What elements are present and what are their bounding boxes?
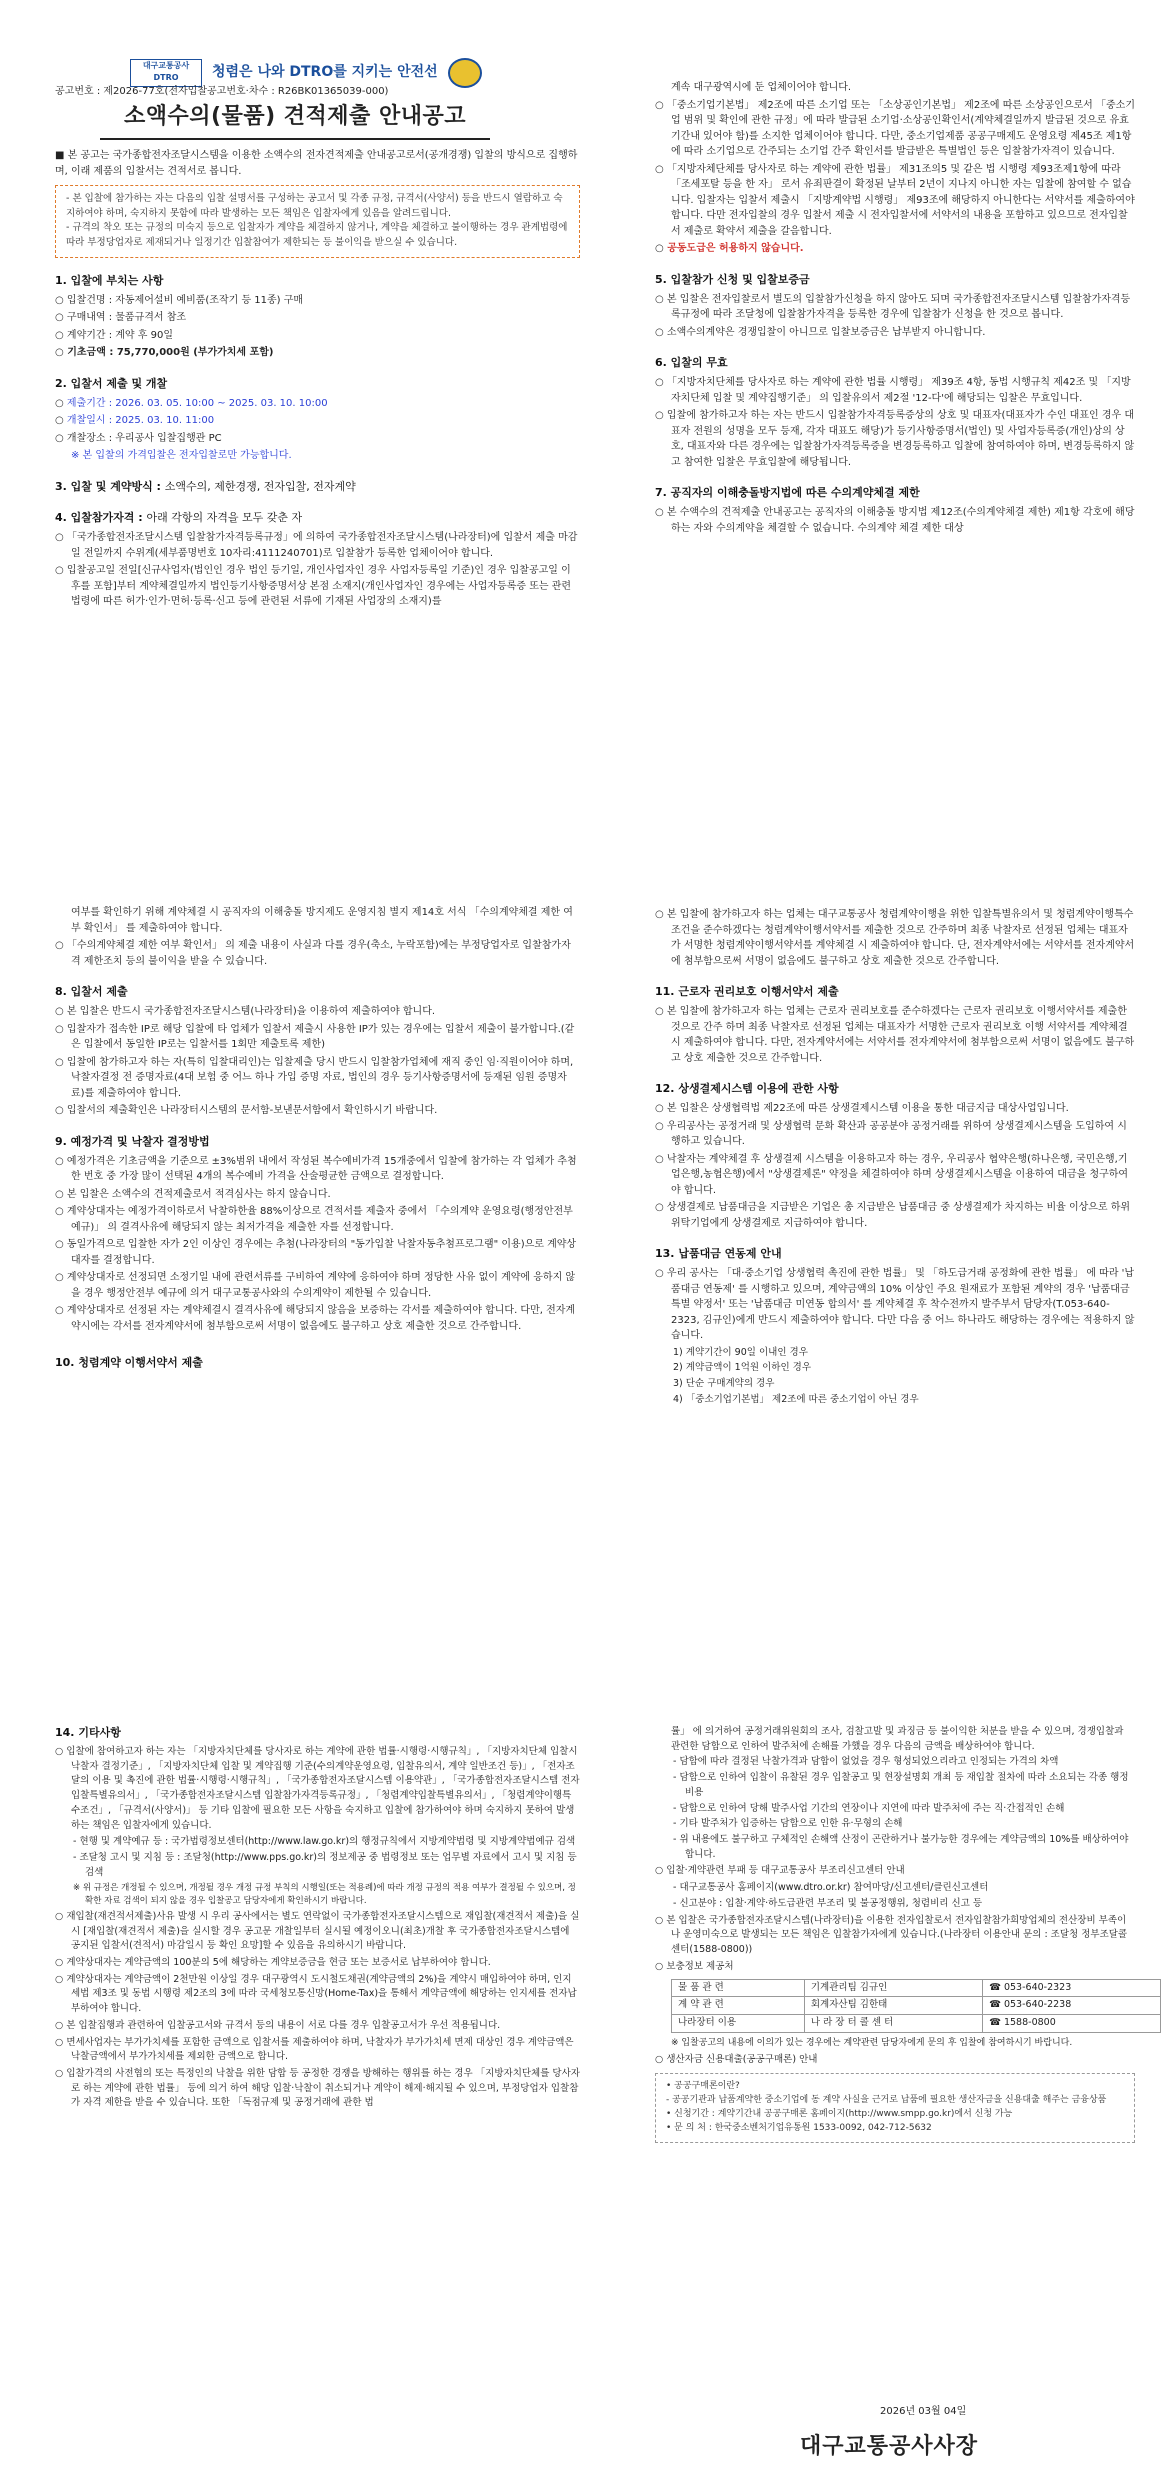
- list-item: ○ 재입찰(재견적서제출)사유 발생 시 우리 공사에서는 별도 연락없이 국가종합전자조달시스템으로 재입찰(재견적서 제출)을 실시 [재입찰(재견적서 제출)을 실시할 경우 공고문 개찰일부터 실시될 예정이오니(최초)개찰 후 국가종합전자조달시스템에 공지된 입찰서(견적서) 마감일시 등 확인 요망]할 수 있음을 유의하시기 바랍니다.: [55, 1910, 580, 1954]
- continued-text: 률」 에 의거하여 공정거래위원회의 조사, 검찰고발 및 과징금 등 불이익한 처분을 받을 수 있으며, 경쟁입찰과 관련한 담합으로 인하여 발주처에 손해를 가했을 경우 다음의 금액을 배상하여야 합니다.: [671, 1726, 1124, 1752]
- contact-cell: ☎ 053-640-2238: [983, 1997, 1161, 2015]
- section-10-title: 10. 청렴계약 이행서약서 제출: [55, 1356, 203, 1370]
- section-7-title: 7. 공직자의 이해충돌방지법에 따른 수의계약체결 제한: [655, 486, 920, 500]
- notice-number: 공고번호 : 제2026-77호(전자입찰공고번호·차수 : R26BK01365039-000): [55, 86, 389, 97]
- section-5-title: 5. 입찰참가 신청 및 입찰보증금: [655, 272, 810, 286]
- list-item: ○ 입찰공고일 전일[신규사업자(법인인 경우 법인 등기일, 개인사업자인 경우 사업자등록일 기준)인 경우 입찰공고일 이후를 포함]부터 계약체결일까지 법인등기사항증명서상 본점 소재지(개인사업자인 경우에는 사업자등록증 또는 관련 법령에 따른 허가·인가·면허·등록·신고 등에 관련된 서류에 기재된 사업장의 소재지)를: [55, 563, 580, 610]
- loan-info-box: [655, 2073, 1135, 2143]
- list-item: ○ 본 입찰은 전자입찰로서 별도의 입찰참가신청을 하지 않아도 되며 국가종합전자조달시스템 입찰참가자격등록규정에 따라 조달청에 입찰참가자격을 등록한 경우에 입찰참가 신청을 한 것으로 봅니다.: [655, 292, 1135, 323]
- section-13-title: 13. 납품대금 연동제 안내: [655, 1247, 782, 1261]
- list-item: ○ 본 입찰집행과 관련하여 입찰공고서와 규격서 등의 내용이 서로 다를 경우 입찰공고서가 우선 적용됩니다.: [55, 2019, 580, 2034]
- contact-table: [671, 1979, 1161, 2033]
- loan-line: • 신청기간 : 계약기간내 공공구매론 홈페이지(http://www.smpp.go.kr)에서 신청 가능: [666, 2109, 1013, 2120]
- section-4-title: 4. 입찰참가자격 : 아래 각항의 자격을 모두 갖춘 자: [55, 511, 303, 525]
- square-bullet-icon: ■: [55, 150, 68, 161]
- list-item: ○ 입찰에 참가하고자 하는 자는 반드시 입찰참가자격등록증상의 상호 및 대표자(대표자가 수인 대표인 경우 대표자 전원의 성명을 모두 등재, 각자 대표도 해당)가 등기사항증명서(법인) 및 사업자등록증(개인)상의 상호, 대표자와 다른 경우에는 입찰참가자격등록증을 변경등록하고 입찰에 참여하여야 하며, 변경등록하지 않고 참여한 입찰은 무효입찰에 해당됩니다.: [655, 408, 1135, 470]
- slogan: 청렴은 나와 DTRO를 지키는 안전선: [212, 64, 438, 81]
- section-11-title: 11. 근로자 권리보호 이행서약서 제출: [655, 985, 839, 998]
- page2-left-column: [55, 905, 580, 1375]
- law-link: - 현행 및 계약예규 등 : 국가법령정보센터(http://www.law.go.kr)의 행정규칙에서 지방계약법령 및 지방계약법예규 검색: [73, 1836, 576, 1848]
- list-item: ○ 본 입찰은 상생협력법 제22조에 따른 상생결제시스템 이용을 통한 대금지급 대상사업입니다.: [655, 1101, 1135, 1117]
- contact-cell: ☎ 1588-0800: [983, 2014, 1161, 2032]
- exception-item: 1) 계약기간이 90일 이내인 경우: [673, 1346, 808, 1358]
- exception-item: 2) 계약금액이 1억원 이하인 경우: [673, 1362, 811, 1374]
- submission-period: ○ 제출기간 : 2026. 03. 05. 10:00 ~ 2025. 03. 10. 10:00: [55, 396, 580, 412]
- list-item: ○ 소액수의계약은 경쟁입찰이 아니므로 입찰보증금은 납부받지 아니합니다.: [655, 325, 1135, 341]
- list-item: ○ 입찰건명 : 자동제어설비 예비품(조작기 등 11종) 구매: [55, 293, 580, 309]
- damage-item: - 담합에 따라 결정된 낙찰가격과 담합이 없었을 경우 형성되었으리라고 인정되는 가격의 차액: [673, 1756, 1059, 1768]
- list-item: ○ 면세사업자는 부가가치세를 포함한 금액으로 입찰서를 제출하여야 하며, 낙찰자가 부가가치세 면제 대상인 경우 계약금액은 낙찰금액에서 부가가치세를 제외한 금액으로 합니다.: [55, 2036, 580, 2065]
- list-item: ○ 「국가종합전자조달시스템 입찰참가자격등록규정」에 의하여 국가종합전자조달시스템(나라장터)에 입찰서 제출 마감일 전일까지 수위계(세부품명번호 10자리:4111240701)로 입찰참가 등록한 업체이어야 합니다.: [55, 530, 580, 561]
- notice-box-line: - 규격의 착오 또는 규정의 미숙지 등으로 입찰자가 계약을 체결하지 않거나, 계약을 체결하고 불이행하는 경우 관계법령에 따라 부정당업자로 제재되거나 일정기간 입찰참여가 제한되는 등 불이익을 받으실 수 있습니다.: [66, 222, 568, 249]
- list-item: ○ 낙찰자는 계약체결 후 상생결제 시스템을 이용하고자 하는 경우, 우리공사 협약은행(하나은행, 국민은행,기업은행,농협은행)에서 "상생결제론" 약정을 체결하여야 하며 상생결제시스템을 이용하여 대금을 청구하여야 합니다.: [655, 1152, 1135, 1199]
- loan-line: - 공공기관과 납품계약한 중소기업에 동 계약 사실을 근거로 납품에 필요한 생산자금을 신용대출 해주는 금융상품: [666, 2095, 1107, 2106]
- list-item: ○ 본 입찰은 소액수의 견적제출로서 적격심사는 하지 않습니다.: [55, 1187, 580, 1203]
- loan-line: • 공공구매론이란?: [666, 2081, 740, 2092]
- notice-box: [55, 185, 580, 258]
- list-item: ○ 「중소기업기본법」 제2조에 따른 소기업 또는 「소상공인기본법」 제2조에 따른 소상공인으로서 「중소기업 범위 및 확인에 관한 규정」에 따라 발급된 소기업·소상공인확인서(계약체결일까지 발급된 것으로 유효기간내 있어야 함)를 소지한 업체이어야 합니다. 다만, 중소기업제품 공공구매제도 운영요령 제45조 제1항에 따라 소기업으로 간주되는 소기업 간주 확인서를 발급받은 특별법인 등은 입찰참가자격이 있습니다.: [655, 98, 1135, 160]
- damage-item: - 담합으로 인하여 입찰이 유찰된 경우 입찰공고 및 현장설명회 개최 등 재입찰 절차에 따라 소요되는 각종 행정비용: [673, 1772, 1129, 1798]
- section-3-title: 3. 입찰 및 계약방식 : 소액수의, 제한경쟁, 전자입찰, 전자계약: [55, 479, 356, 493]
- list-item: ○ 「지방자체단체를 당사자로 하는 계약에 관한 법률」 제31조의5 및 같은 법 시행령 제93조제1항에 따라 「조세포탈 등을 한 자」 로서 유죄판결이 확정된 날부터 2년이 지나지 아니한 자는 입찰에 참여할 수 없습니다. 입찰자는 입찰서 제출시 「지방계약법 시행령」 제93조에 해당하지 아니한다는 서약서를 제출하여야 합니다. 다만 전자입찰의 경우 입찰서 제출 시 전자입찰서에 서약서의 내용을 포함하고 있으므로 전자입찰서 제출로 확약서 제출을 갈음합니다.: [655, 162, 1135, 240]
- table-row: [672, 1979, 1161, 1997]
- contact-note: ※ 입찰공고의 내용에 이의가 있는 경우에는 계약관련 담당자에게 문의 후 입찰에 참여하시기 바랍니다.: [671, 2037, 1073, 2048]
- list-item: ○ 입찰자가 접속한 IP로 해당 입찰에 타 업체가 입찰서 제출시 사용한 IP가 있는 경우에는 입찰서 제출이 불가합니다.(같은 입찰에서 동일한 IP로는 입찰서를 1회만 제출토록 제한): [55, 1022, 580, 1053]
- section-14-title: 14. 기타사항: [55, 1726, 121, 1739]
- opening-datetime: ○ 개찰일시 : 2025. 03. 10. 11:00: [55, 413, 580, 429]
- continued-text: 계속 대구광역시에 둔 업체이어야 합니다.: [671, 82, 852, 93]
- list-item: ○ 입찰·계약관련 부패 등 대구교통공사 부조리신고센터 안내: [655, 1864, 1135, 1879]
- page3-left-column: [55, 1710, 580, 2113]
- table-row: [672, 2014, 1161, 2032]
- page1-left-column: [55, 148, 580, 612]
- section-2-title: 2. 입찰서 제출 및 개찰: [55, 376, 168, 390]
- page1-right-column: [655, 80, 1135, 538]
- no-joint-contract: ○ 공동도급은 허용하지 않습니다.: [655, 241, 1135, 257]
- list-item: ○ 계약상대자는 계약금액의 100분의 5에 해당하는 계약보증금을 현금 또는 보증서로 납부하여야 합니다.: [55, 1956, 580, 1971]
- list-item: ○ 입찰에 참가하고자 하는 자(특히 입찰대리인)는 입찰제출 당시 반드시 입찰참가업체에 재직 중인 임·직원이어야 하며, 낙찰자결정 전 증명자료(4대 보험 중 어느 하나 가입 증명 자료, 법인의 경우 등기사항증명서에 등재된 임원 증명자료)를 제출하여야 합니다.: [55, 1055, 580, 1102]
- section-9-title: 9. 예정가격 및 낙찰자 결정방법: [55, 1134, 210, 1148]
- report-item: - 신고분야 : 입찰·계약·하도급관련 부조리 및 불공정행위, 청렴비리 신고 등: [673, 1897, 982, 1909]
- list-item: ○ 계약상대자로 선정된 자는 계약체결시 결격사유에 해당되지 않음을 보증하는 각서를 제출하여야 합니다. 다만, 전자계약시에는 각서를 전자계약서에 첨부함으로써 서명이 없음에도 불구하고 상호 제출한 것으로 간주합니다.: [55, 1303, 580, 1334]
- damage-item: - 담합으로 인하여 당해 발주사업 기간의 연장이나 지연에 따라 발주처에 주는 직·간접적인 손해: [673, 1802, 1065, 1814]
- list-item: ○ 우리 공사는 「대·중소기업 상생협력 촉진에 관한 법률」 및 「하도급거래 공정화에 관한 법률」 에 따라 '납품대금 연동제' 를 시행하고 있으며, 계약금액의 10% 이상인 주요 원재료가 포함된 계약의 경우 '납품대금 특별 약정서' 또는 '납품대금 미연동 합의서' 를 계약체결 후 착수전까지 발주부서 담당자(T.053-640-2323, 김규인)에게 반드시 제출하여야 합니다. 다만 다음 중 어느 하나라도 해당하는 경우에는 적용하지 않습니다.: [655, 1266, 1135, 1344]
- intro-text: ■ 본 공고는 국가종합전자조달시스템을 이용한 소액수의 전자견적제출 안내공고로서(공개경쟁) 입찰의 방식으로 집행하며, 이래 제품의 입찰서는 견적서로 봅니다.: [55, 150, 578, 177]
- list-item: ○ 입찰가격의 사전협의 또는 특정인의 낙찰을 위한 담합 등 공정한 경쟁을 방해하는 행위를 하는 경우 「지방자치단체를 당사자로 하는 계약에 관한 법률」 등에 의거 하여 해당 입찰·낙찰이 취소되거나 계약이 해제·해지될 수 있으며, 부정당업자 입찰참가 자격 제한을 받을 수 있습니다. 또한 「독점규제 및 공정거래에 관한 법: [55, 2067, 580, 2111]
- table-row: [672, 1997, 1161, 2015]
- page2-right-column: [655, 905, 1135, 1409]
- e-bid-note: ※ 본 입찰의 가격입찰은 전자입찰로만 가능합니다.: [71, 450, 292, 462]
- damage-item: - 위 내용에도 불구하고 구체적인 손해액 산정이 곤란하거나 불가능한 경우에는 계약금액의 10%를 배상하여야 합니다.: [673, 1834, 1129, 1860]
- list-item: ○ 계약상대자는 예정가격이하로서 낙찰하한율 88%이상으로 견적서를 제출자 중에서 「수의계약 운영요령(행정안전부 예규)」 의 결격사유에 해당되지 않는 최저가격을 제출한 자를 선정합니다.: [55, 1204, 580, 1235]
- list-item: ○ 동일가격으로 입찰한 자가 2인 이상인 경우에는 추첨(나라장터의 "동가입찰 낙찰자동추첨프로그램" 이용)으로 계약상대자를 결정합니다.: [55, 1237, 580, 1268]
- section-1-title: 1. 입찰에 부치는 사항: [55, 273, 164, 287]
- continued-text: 여부를 확인하기 위해 계약체결 시 공직자의 이해충돌 방지제도 운영지침 별지 제14호 서식 「수의계약체결 제한 여부 확인서」 를 제출하여야 합니다.: [71, 907, 573, 934]
- list-item: ○ 본 입찰은 국가종합전자조달시스템(나라장터)을 이용한 전자입찰로서 전자입찰참가희망업체의 전산장비 부족이나 운영미숙으로 발생되는 모든 책임은 입찰참가자에게 있습니다.(나라장터 이용안내 문의 : 조달청 정부조달콜센터(1588-0800)): [655, 1914, 1135, 1958]
- list-item: ○ 계약기간 : 계약 후 90일: [55, 328, 580, 344]
- contact-cell: 회계자산팀 김한태: [804, 1997, 982, 2015]
- list-item: ○ 본 입찰에 참가하고자 하는 업체는 대구교통공사 청렴계약이행을 위한 입찰특별유의서 및 청렴계약이행특수조건을 준수하겠다는 청렴계약이행서약서를 제출한 것으로 간주하며 최종 낙찰자로 선정된 업체는 대표자가 서명한 청렴계약이행서약서를 계약체결 시 제출하여야 합니다. 단, 전자계약서에는 서약서를 전자계약서에 첨부함으로써 서명이 없음에도 불구하고 상호 제출한 것으로 간주합니다.: [655, 907, 1135, 969]
- contact-cell: 기계관리팀 김규인: [804, 1979, 982, 1997]
- list-item: ○ 본 수액수의 견적제출 안내공고는 공직자의 이해충돌 방지법 제12조(수의계약체결 제한) 제1항 각호에 해당하는 자와 수의계약을 체결할 수 없습니다. 수의계약 체결 제한 대상: [655, 505, 1135, 536]
- section-12-title: 12. 상생결제시스템 이용에 관한 사항: [655, 1082, 839, 1096]
- section-6-title: 6. 입찰의 무효: [655, 356, 728, 370]
- contact-cell: 나 라 장 터 콜 센 터: [804, 2014, 982, 2032]
- list-item: ○ 「지방자치단체를 당사자로 하는 계약에 관한 법률 시행령」 제39조 4항, 동법 시행규칙 제42조 및 「지방자치단체 입찰 및 계약집행기준」 의 입찰유의서 제2절 '12-다'에 해당되는 입찰은 무효입니다.: [655, 375, 1135, 406]
- list-item: ○ 보충정보 제공처: [655, 1960, 1135, 1975]
- list-item: ○ 구매내역 : 물품규격서 참조: [55, 310, 580, 326]
- list-item: ○ 상생결제로 납품대금을 지급받은 기업은 총 지급받은 납품대금 중 상생결제가 차지하는 비율 이상으로 하위 위탁기업에게 상생결제로 지급하여야 합니다.: [655, 1200, 1135, 1231]
- signature: 대구교통공사사장: [800, 2434, 979, 2459]
- list-item: ○ 본 입찰은 반드시 국가종합전자조달시스템(나라장터)을 이용하여 제출하여야 합니다.: [55, 1004, 580, 1020]
- exception-item: 3) 단순 구매계약의 경우: [673, 1378, 775, 1390]
- list-item: ○ 「수의계약체결 제한 여부 확인서」 의 제출 내용이 사실과 다를 경우(축소, 누락포함)에는 부정당업자로 입찰참가자격 제한조치 등의 불이익을 받을 수 있습니다.: [55, 938, 580, 969]
- section-8-title: 8. 입찰서 제출: [55, 985, 128, 998]
- mascot-icon: [448, 58, 482, 88]
- contact-cell: 나라장터 이용: [672, 2014, 805, 2032]
- report-link: - 대구교통공사 홈페이지(www.dtro.or.kr) 참여마당/신고센터/클린신고센터: [673, 1882, 989, 1894]
- list-item: ○ 예정가격은 기초금액을 기준으로 ±3%범위 내에서 작성된 복수예비가격 15개중에서 입찰에 참가하는 각 업체가 추첨한 번호 중 가장 많이 선택된 4개의 복수예비 가격을 산술평균한 금액으로 결정합니다.: [55, 1154, 580, 1185]
- exception-item: 4) 「중소기업기본법」 제2조에 따른 중소기업이 아닌 경우: [673, 1393, 919, 1405]
- law-link: - 조달청 고시 및 지침 등 : 조달청(http://www.pps.go.kr)의 정보제공 중 법령정보 또는 업무별 자료에서 고시 및 지침 등 검색: [73, 1852, 577, 1878]
- list-item: ○ 입찰에 참여하고자 하는 자는 「지방자치단체를 당사자로 하는 계약에 관한 법률·시행령·시행규칙」, 「지방자치단체 입찰시 낙찰자 결정기준」, 「지방자치단체 입찰 및 계약집행 기준(수의계약운영요령, 입찰유의서, 계약 일반조건 등)」, 「전자조달의 이용 및 촉진에 관한 법률·시행령·시행규칙」, 「국가종합전자조달시스템 이용약관」, 「국가종합전자조달시스템 전자입찰특별유의서」, 「국가종합전자조달시스템 입찰참가자격등록규정」, 「청렴계약입찰특별유의서」, 「청렴계약이행특수조건」, 「규격서(사양서)」 등 기타 입찰에 필요한 모든 사항을 숙지하고 입찰에 참가하여야 하며 숙지하지 못하여 발생하는 책임은 입찰자에게 있습니다.: [55, 1745, 580, 1833]
- damage-item: - 기타 발주처가 입증하는 담합으로 인한 유·무형의 손해: [673, 1818, 903, 1830]
- list-item: ○ 입찰서의 제출확인은 나라장터시스템의 문서함-보낸문서함에서 확인하시기 바랍니다.: [55, 1103, 580, 1119]
- list-item: ○ 본 입찰에 참가하고자 하는 업체는 근로자 권리보호를 준수하겠다는 근로자 권리보호 이행서약서를 제출한 것으로 간주 하며 최종 낙찰자로 선정된 업체는 대표자가 서명한 근로자 권리보호 이행 서약서를 계약체결 시 제출하여야 합니다. 다만, 전자계약서에는 서약서를 전자계약서에 첨부함으로써 서명이 없음에도 불구하고 상호 제출한 것으로 간주합니다.: [655, 1004, 1135, 1066]
- opening-place: ○ 개찰장소 : 우리공사 입찰집행관 PC: [55, 431, 580, 447]
- list-item: ○ 우리공사는 공정거래 및 상생협력 문화 확산과 공공분야 공정거래를 위하여 상생결제시스템을 도입하여 시행하고 있습니다.: [655, 1119, 1135, 1150]
- list-item: ○ 생산자금 신용대출(공공구매론) 안내: [655, 2053, 1135, 2068]
- page3-right-column: [655, 1725, 1135, 2149]
- law-note: ※ 위 규정은 개정될 수 있으며, 개정될 경우 개정 규정 부칙의 시행일(또는 적용례)에 따라 개정 규정의 적용 여부가 결정될 수 있으며, 정확한 자료 검색이 되지 않을 경우 입찰공고 담당자에게 확인하시기 바랍니다.: [73, 1882, 576, 1906]
- company-logo: 대구교통공사 DTRO: [130, 59, 202, 87]
- announcement-date: 2026년 03월 04일: [880, 2406, 967, 2417]
- loan-line: • 문 의 처 : 한국중소벤처기업유통원 1533-0092, 042-712-5632: [666, 2123, 932, 2134]
- budget-item: ○ 기초금액 : 75,770,000원 (부가가치세 포함): [55, 345, 580, 361]
- page-title: 소액수의(물품) 견적제출 안내공고: [100, 100, 490, 140]
- contact-cell: 물 품 관 련: [672, 1979, 805, 1997]
- contact-cell: ☎ 053-640-2323: [983, 1979, 1161, 1997]
- list-item: ○ 계약상대자로 선정되면 소정기일 내에 관련서류를 구비하여 계약에 응하여야 하며 정당한 사유 없이 계약에 응하지 않을 경우 행정안전부 예규에 의거 대구교통공사와의 수의계약이 제한될 수 있습니다.: [55, 1270, 580, 1301]
- list-item: ○ 계약상대자는 계약금액이 2천만원 이상일 경우 대구광역시 도시철도채권(계약금액의 2%)을 계약시 매입하여야 하며, 인지세법 제3조 및 동법 시행령 제2조의 3에 따라 국세청모통신망(Home-Tax)을 통해서 계약금액에 해당하는 인지세를 전자납부하여야 합니다.: [55, 1973, 580, 2017]
- notice-box-line: - 본 입찰에 참가하는 자는 다음의 입찰 설명서를 구성하는 공고서 및 각종 규정, 규격서(사양서) 등을 반드시 열람하고 숙지하여야 하며, 숙지하지 못함에 따라 발생하는 모든 책임은 입찰자에게 있음을 알려드립니다.: [66, 193, 563, 219]
- contact-cell: 계 약 관 련: [672, 1997, 805, 2015]
